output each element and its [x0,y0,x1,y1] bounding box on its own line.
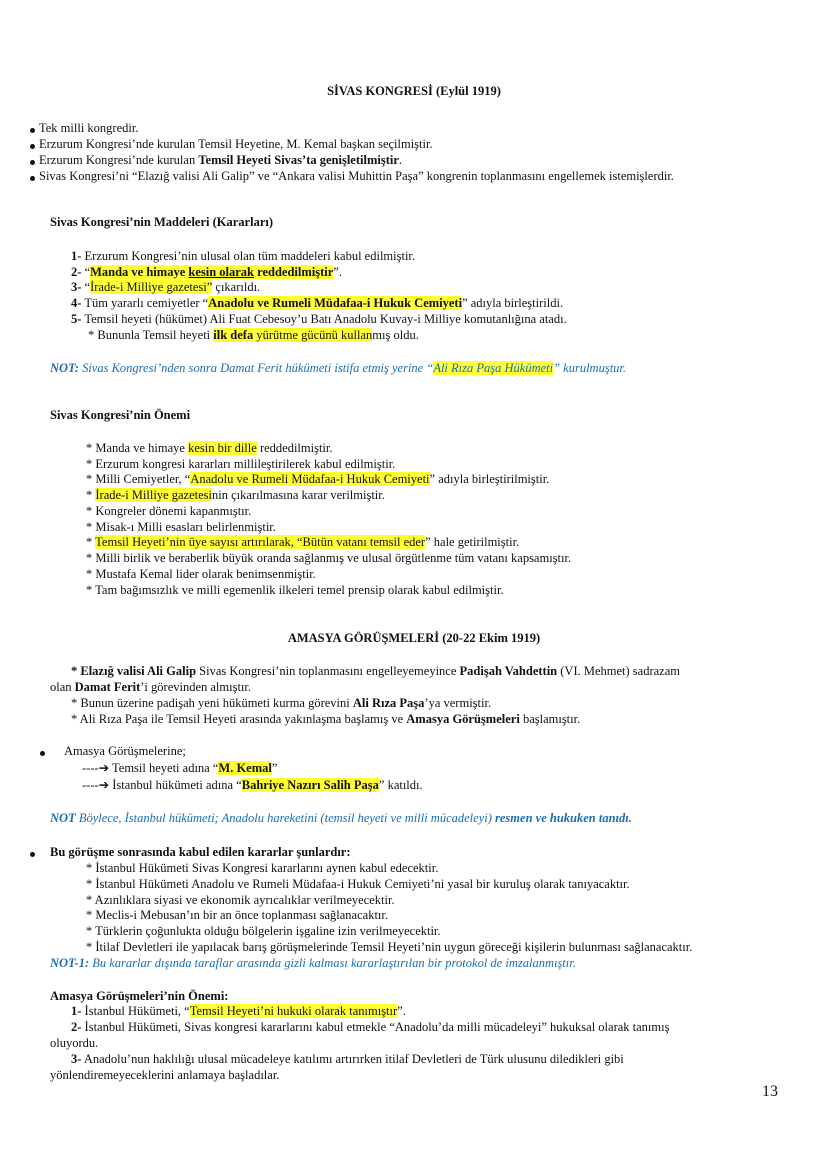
amasya-intro-1: * Elazığ valisi Ali Galip Sivas Kongresi’nin toplanmasını engelleyemeyince Padişah Vahdettin (VI. Mehmet) sadrazam [71,664,680,678]
sivas-decision-4: 4- Tüm yararlı cemiyetler “Anadolu ve Rumeli Müdafaa-i Hukuk Cemiyeti” adıyla birleştirildi. [71,296,564,310]
sivas-importance-1: * Manda ve himaye kesin bir dille reddedilmiştir. [86,441,333,455]
bullet-dot [30,176,35,181]
amasya-intro-4: * Ali Rıza Paşa ile Temsil Heyeti arasında yakınlaşma başlamış ve Amasya Görüşmeleri başlamıştır. [71,712,581,726]
amasya-importance-3-cont: yönlendiremeyeceklerini anlamaya başladılar. [50,1068,280,1082]
amasya-decision-3: * Azınlıklara siyasi ve ekonomik ayrıcalıklar verilmeyecektir. [86,893,395,907]
amasya-intro-2: olan Damat Ferit’i görevinden almıştır. [50,680,252,694]
amasya-importance-heading: Amasya Görüşmeleri’nin Önemi: [50,989,229,1003]
sivas-importance-6: * Misak-ı Milli esasları belirlenmiştir. [86,520,276,534]
amasya-decision-2: * İstanbul Hükümeti Anadolu ve Rumeli Müdafaa-i Hukuk Cemiyeti’ni yasal bir kuruluş olarak tanıyacaktır. [86,877,630,891]
sivas-bullet-3: Erzurum Kongresi’nde kurulan Temsil Heyeti Sivas’ta genişletilmiştir. [39,153,403,167]
sivas-importance-3: * Milli Cemiyetler, “Anadolu ve Rumeli Müdafaa-i Hukuk Cemiyeti” adıyla birleştirilmiştir. [86,472,550,486]
sivas-decision-3: 3- “İrade-i Milliye gazetesi” çıkarıldı. [71,280,261,294]
amasya-decision-1: * İstanbul Hükümeti Sivas Kongresi kararlarını aynen kabul edecektir. [86,861,439,875]
sivas-bullet-1: Tek milli kongredir. [39,121,139,135]
bullet-dot [30,144,35,149]
amasya-importance-1: 1- İstanbul Hükümeti, “Temsil Heyeti’ni hukuki olarak tanımıştır”. [71,1004,406,1018]
amasya-note: NOT Böylece, İstanbul hükümeti; Anadolu hareketini (temsil heyeti ve milli mücadeleyi) resmen ve hukuken tanıdı. [50,811,632,825]
bullet-dot [40,751,45,756]
amasya-importance-2: 2- İstanbul Hükümeti, Sivas kongresi kararlarını kabul etmekle “Anadolu’da milli mücadeleyi” hukuksal olarak tanımış [71,1020,670,1034]
amasya-participants-label: Amasya Görüşmelerine; [64,744,186,758]
sivas-importance-5: * Kongreler dönemi kapanmıştır. [86,504,252,518]
amasya-participant-1: ----➔ Temsil heyeti adına “M. Kemal” [82,761,278,775]
amasya-decision-5: * Türklerin çoğunlukta olduğu bölgelerin işgaline izin verilmeyecektir. [86,924,441,938]
amasya-importance-3: 3- Anadolu’nun haklılığı ulusal mücadeleye katılımı artırırken itilaf Devletleri de Türk ulusunu diledikleri gibi [71,1052,624,1066]
sivas-importance-10: * Tam bağımsızlık ve milli egemenlik ilkeleri temel prensip olarak kabul edilmiştir. [86,583,504,597]
sivas-importance-2: * Erzurum kongresi kararları millileştirilerek kabul edilmiştir. [86,457,396,471]
bullet-dot [30,852,35,857]
sivas-decision-1: 1- Erzurum Kongresi’nin ulusal olan tüm maddeleri kabul edilmiştir. [71,249,416,263]
amasya-decision-6: * İtilaf Devletleri ile yapılacak barış görüşmelerinde Temsil Heyeti’nin uygun göreceği kişilerin bulunması sağlanacaktır. [86,940,693,954]
sivas-importance-heading: Sivas Kongresi’nin Önemi [50,408,191,422]
amasya-importance-2-cont: oluyordu. [50,1036,99,1050]
sivas-note: NOT: Sivas Kongresi’nden sonra Damat Ferit hükümeti istifa etmiş yerine “Ali Rıza Paşa Hükümeti” kurulmuştur. [50,361,627,375]
sivas-decision-5: 5- Temsil heyeti (hükümet) Ali Fuat Cebesoy’u Batı Anadolu Kuvay-i Milliye komutanlığına atadı. [71,312,567,326]
sivas-importance-7: * Temsil Heyeti’nin üye sayısı artırılarak, “Bütün vatanı temsil eder” hale getirilmiştir. [86,535,520,549]
amasya-decisions-heading: Bu görüşme sonrasında kabul edilen kararlar şunlardır: [50,845,351,859]
bullet-dot [30,160,35,165]
amasya-decision-4: * Meclis-i Mebusan’ın bir an önce toplanması sağlanacaktır. [86,908,388,922]
sivas-importance-4: * İrade-i Milliye gazetesinin çıkarılmasına karar verilmiştir. [86,488,385,502]
arrow-icon: ----➔ [82,761,110,775]
sivas-bullet-4: Sivas Kongresi’ni “Elazığ valisi Ali Galip” ve “Ankara valisi Muhittin Paşa” kongrenin toplanmasını engellemek istemişlerdir. [39,169,674,183]
sivas-importance-9: * Mustafa Kemal lider olarak benimsenmiştir. [86,567,316,581]
sivas-decisions-heading: Sivas Kongresi’nin Maddeleri (Kararları) [50,215,274,229]
amasya-intro-3: * Bunun üzerine padişah yeni hükümeti kurma görevini Ali Rıza Paşa’ya vermiştir. [71,696,492,710]
amasya-title: AMASYA GÖRÜŞMELERİ (20-22 Ekim 1919) [287,631,541,645]
sivas-decision-note: * Bununla Temsil heyeti ilk defa yürütme gücünü kullanmış oldu. [88,328,419,342]
sivas-bullet-2: Erzurum Kongresi’nde kurulan Temsil Heyetine, M. Kemal başkan seçilmiştir. [39,137,433,151]
sivas-importance-8: * Milli birlik ve beraberlik büyük oranda sağlanmış ve ulusal örgütlenme tüm vatanı kapsamıştır. [86,551,572,565]
amasya-participant-2: ----➔ İstanbul hükümeti adına “Bahriye Nazırı Salih Paşa” katıldı. [82,778,423,792]
arrow-icon: ----➔ [82,778,110,792]
bullet-dot [30,128,35,133]
amasya-note-1: NOT-1: Bu kararlar dışında taraflar arasında gizli kalması kararlaştırılan bir protokol de imzalanmıştır. [50,956,576,970]
sivas-decision-2: 2- “Manda ve himaye kesin olarak reddedilmiştir”. [71,265,342,279]
sivas-title: SİVAS KONGRESİ (Eylül 1919) [327,84,501,98]
page-number: 13 [762,1083,778,1100]
